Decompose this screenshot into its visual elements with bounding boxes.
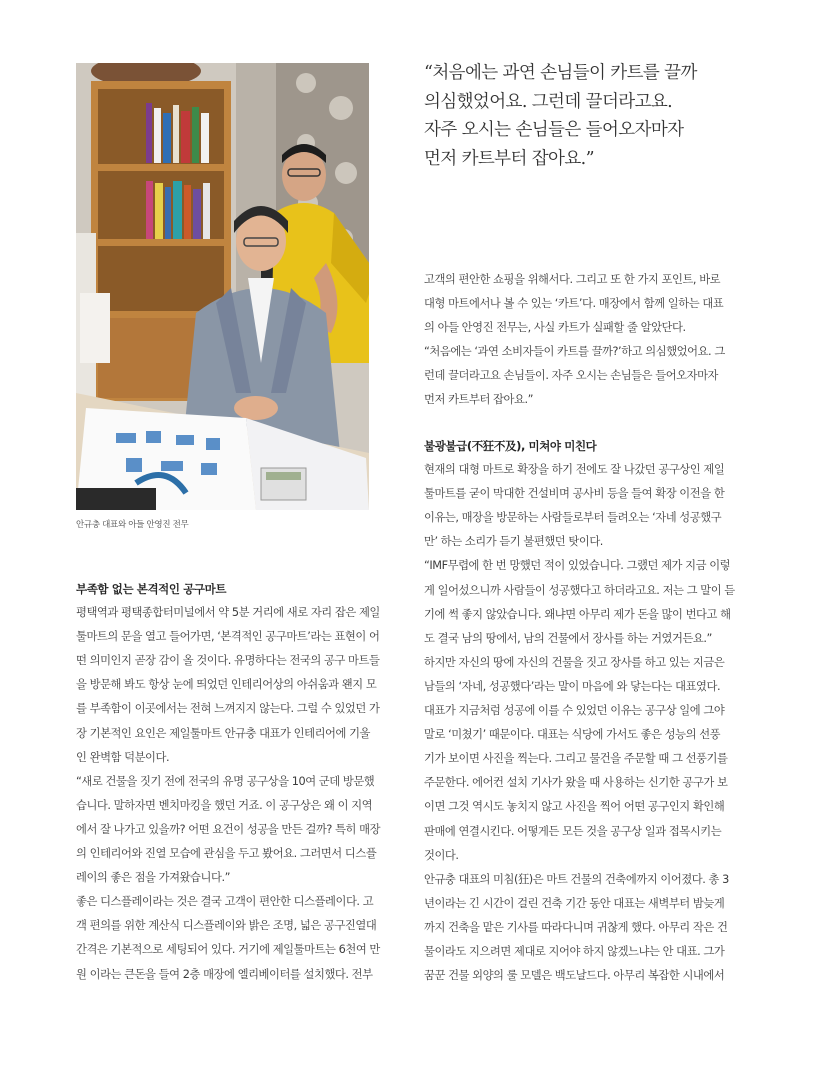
pull-quote-line: 먼저 카트부터 잡아요.” (424, 148, 594, 169)
body-line: 좋은 디스플레이라는 것은 결국 고객이 편안한 디스플레이다. 고 (76, 895, 374, 909)
body-line: 도 결국 남의 땅에서, 남의 건물에서 장사를 하는 거였거든요.” (424, 631, 712, 645)
body-line: 평택역과 평택종합터미널에서 약 5분 거리에 새로 자리 잡은 제일 (76, 606, 380, 620)
photo-caption: 안규충 대표와 아들 안영진 전무 (76, 520, 189, 530)
body-line: 대표가 지금처럼 성공에 이를 수 있었던 이유는 공구상 일에 그야 (424, 704, 725, 718)
body-line: 게 일어섰으니까 사람들이 성공했다고 하더라고요. 저는 그 말이 듣 (424, 583, 735, 597)
section-heading: 부족함 없는 본격적인 공구마트 (76, 582, 227, 596)
body-line: 안규충 대표의 미침(狂)은 마트 건물의 건축에까지 이어졌다. 총 3 (424, 872, 729, 886)
body-line: 하지만 자신의 땅에 자신의 건물을 짓고 장사를 하고 있는 지금은 (424, 655, 725, 669)
pull-quote-line: 자주 오시는 손님들은 들어오자마자 (424, 120, 684, 140)
body-line: 것이다. (424, 848, 459, 862)
body-line: 말로 ‘미쳤기’ 때문이다. 대표는 식당에 가서도 좋은 성능의 선풍 (424, 728, 721, 742)
photo-owner-and-son (76, 63, 369, 510)
body-line: 현재의 대형 마트로 확장을 하기 전에도 잘 나갔던 공구상인 제일 (424, 463, 725, 477)
body-line: 판매에 연결시킨다. 어떻게든 모든 것을 공구상 일과 접목시키는 (424, 824, 722, 838)
body-line: 년이라는 긴 시간이 걸린 건축 기간 동안 대표는 새벽부터 밤늦게 (424, 896, 725, 910)
section-heading: 불광불급(不狂不及), 미쳐야 미친다 (424, 439, 597, 453)
body-line: 를 부족함이 이곳에서는 전혀 느껴지지 않는다. 그럴 수 있었던 가 (76, 702, 380, 716)
body-line: 먼저 카트부터 잡아요.” (424, 393, 533, 407)
body-line: 레이의 좋은 점을 가져왔습니다.” (76, 871, 230, 885)
body-line: 떤 의미인지 곧장 감이 올 것이다. 유명하다는 전국의 공구 마트들 (76, 654, 380, 668)
right-top-body (424, 268, 754, 413)
left-column (76, 577, 381, 987)
body-line: 습니다. 말하자면 벤치마킹을 했던 거죠. 이 공구상은 왜 이 지역 (76, 798, 373, 812)
body-line: 객 편의를 위한 계산식 디스플레이와 밝은 조명, 넓은 공구진열대 (76, 919, 377, 933)
body-line: 기가 보이면 사진을 찍는다. 그리고 물건을 주문할 때 그 선풍기를 (424, 752, 728, 766)
body-line: “IMF무렵에 한 번 망했던 적이 있었습니다. 그랬던 제가 지금 이렇 (424, 559, 731, 573)
body-line: 을 방문해 봐도 항상 눈에 띄었던 인테리어상의 아쉬움과 왠지 모 (76, 678, 377, 692)
body-line: 꿈꾼 건물 외양의 룰 모델은 백도날드다. 아무리 복잡한 시내에서 (424, 969, 725, 983)
body-line: 런데 끌더라고요 손님들이. 자주 오시는 손님들은 들어오자마자 (424, 369, 719, 383)
body-line: 대형 마트에서나 볼 수 있는 ‘카트’다. 매장에서 함께 일하는 대표 (424, 297, 724, 311)
pull-quote-line: 의심했었어요. 그런데 끌더라고요. (424, 91, 673, 112)
body-line: 주문한다. 에어컨 설치 기사가 왔을 때 사용하는 신기한 공구가 보 (424, 776, 728, 790)
body-line: 원 이라는 큰돈을 들여 2층 매장에 엘리베이터를 설치했다. 전부 (76, 967, 373, 981)
pull-quote-line: “처음에는 과연 손님들이 카트를 끌까 (424, 63, 697, 83)
body-line: 툴마트를 굳이 막대한 건설비며 공사비 등을 들여 확장 이전을 한 (424, 487, 725, 501)
right-body (424, 458, 754, 988)
body-line: 이면 그것 역시도 놓치지 않고 사진을 찍어 어떤 공구인지 확인해 (424, 800, 725, 814)
right-column-section (424, 434, 754, 988)
body-line: 의 아들 안영진 전무는, 사실 카트가 실패할 줄 알았단다. (424, 321, 686, 335)
pull-quote (424, 59, 769, 173)
body-line: 물이라도 지으려면 제대로 지어야 하지 않겠느냐는 안 대표. 그가 (424, 944, 725, 958)
body-line: “새로 건물을 짓기 전에 전국의 유명 공구상을 10여 군데 방문했 (76, 774, 375, 788)
body-line: “처음에는 ‘과연 소비자들이 카트를 끌까?’하고 의심했었어요. 그 (424, 345, 725, 359)
body-line: 고객의 편안한 쇼핑을 위해서다. 그리고 또 한 가지 포인트, 바로 (424, 273, 721, 286)
body-line: 까지 건축을 맡은 기사를 따라다니며 귀찮게 했다. 아무리 작은 건 (424, 920, 728, 934)
left-body (76, 601, 381, 987)
body-line: 간격은 기본적으로 세팅되어 있다. 거기에 제일툴마트는 6천여 만 (76, 943, 380, 957)
body-line: 에서 잘 나가고 있을까? 어떤 요건이 성공을 만든 걸까? 특히 매장 (76, 822, 381, 836)
body-line: 의 인테리어와 진열 모습에 관심을 두고 봤어요. 그러면서 디스플 (76, 847, 377, 861)
body-line: 만’ 하는 소리가 듣기 불편했던 탓이다. (424, 535, 603, 549)
body-line: 인 완벽함 덕분이다. (76, 750, 170, 764)
right-column-top (424, 268, 754, 413)
body-line: 장 기본적인 요인은 제일툴마트 안규충 대표가 인테리어에 기울 (76, 726, 371, 740)
body-line: 이유는, 매장을 방문하는 사람들로부터 들려오는 ‘자네 성공했구 (424, 511, 722, 525)
body-line: 남들의 ‘자네, 성공했다’라는 말이 마음에 와 닿는다는 대표였다. (424, 679, 721, 693)
body-line: 기에 썩 좋지 않았습니다. 왜냐면 아무리 제가 돈을 많이 번다고 해 (424, 607, 731, 621)
body-line: 툴마트의 문을 열고 들어가면, ‘본격적인 공구마트’라는 표현이 어 (76, 630, 380, 644)
